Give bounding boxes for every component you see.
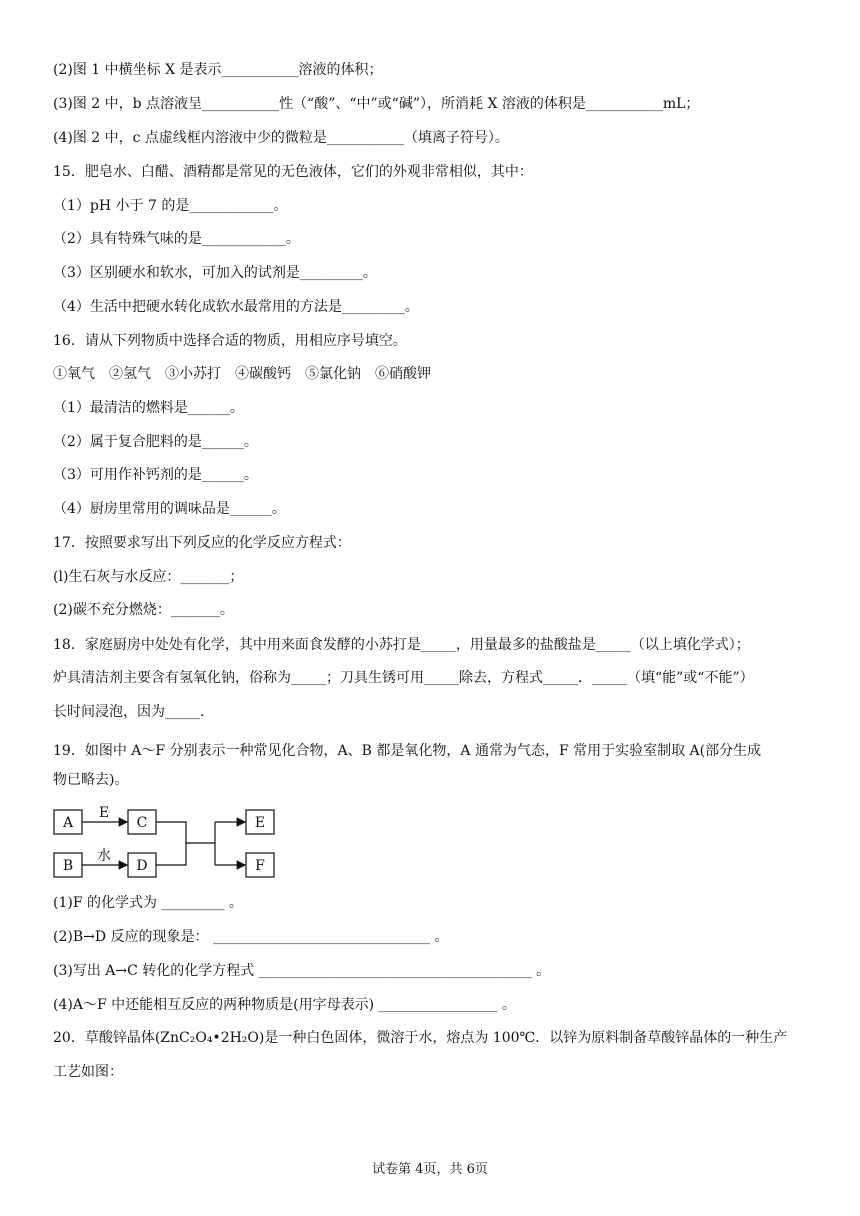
question-19-stem-line-2: 物已略去)。 <box>53 772 129 788</box>
box-f-label: F <box>255 858 265 874</box>
box-c-label: C <box>136 815 148 831</box>
question-16-stem: 16．请从下列物质中选择合适的物质，用相应序号填空。 <box>53 333 407 349</box>
question-15-part-2: （2）具有特殊气味的是____________。 <box>53 231 300 247</box>
box-e-label: E <box>254 815 266 831</box>
box-b-label: B <box>62 858 74 874</box>
box-d-label: D <box>136 858 148 874</box>
question-18-line-2: 炉具清洁剂主要含有氢氧化钠，俗称为_____；刀具生锈可用_____除去，方程式_____．_____（填“能”或“不能”） <box>53 670 754 686</box>
question-17-stem: 17．按照要求写出下列反应的化学反应方程式： <box>53 535 351 551</box>
question-17-part-1: (l)生石灰与水反应：_______； <box>53 569 244 585</box>
question-16-part-1: （1）最清洁的燃料是______。 <box>53 400 244 416</box>
question-19-part-2: (2)B→D 反应的现象是： _______________________________ 。 <box>53 929 449 945</box>
question-18-line-1: 18．家庭厨房中处处有化学，其中用来面食发酵的小苏打是_____，用量最多的盐酸盐是_____（以上填化学式）； <box>53 637 750 653</box>
flow-diagram <box>53 805 283 885</box>
question-16-part-3: （3）可用作补钙剂的是______。 <box>53 467 258 483</box>
arrow-b-to-d-label: 水 <box>97 848 111 864</box>
question-19-stem-line-1: 19．如图中 A～F 分别表示一种常见化合物，A、B 都是氧化物，A 通常为气态，F 常用于实验室制取 A(部分生成 <box>53 743 762 759</box>
question-14-part-3: (3)图 2 中，b 点溶液呈___________性（“酸”、“中”或“碱”），所消耗 X 溶液的体积是___________mL； <box>53 96 700 112</box>
question-14-part-2: (2)图 1 中横坐标 X 是表示___________溶液的体积； <box>53 62 383 78</box>
question-19-part-3: (3)写出 A→C 转化的化学方程式 _______________________________________ 。 <box>53 963 551 979</box>
arrow-a-to-c-label: E <box>98 805 110 821</box>
question-15-stem: 15．肥皂水、白醋、酒精都是常见的无色液体，它们的外观非常相似，其中： <box>53 164 533 180</box>
connector-c-d <box>156 822 186 865</box>
question-18-line-3: 长时间浸泡，因为_____． <box>53 704 214 720</box>
page-footer: 试卷第 4页，共 6页 <box>372 1162 488 1177</box>
question-20-stem-line-1: 20．草酸锌晶体(ZnC₂O₄•2H₂O)是一种白色固体，微溶于水，熔点为 100℃．以锌为原料制备草酸锌晶体的一种生产 <box>53 1030 788 1046</box>
box-a-label: A <box>62 815 74 831</box>
question-19-part-1: (1)F 的化学式为 _________ 。 <box>53 895 243 911</box>
question-14-part-4: (4)图 2 中，c 点虚线框内溶液中少的微粒是___________（填离子符号）。 <box>53 130 509 146</box>
question-19-part-4: (4)A～F 中还能相互反应的两种物质是(用字母表示) _________________ 。 <box>53 997 516 1013</box>
question-15-part-4: （4）生活中把硬水转化成软水最常用的方法是_________。 <box>53 299 419 315</box>
question-16-part-4: （4）厨房里常用的调味品是______。 <box>53 501 286 517</box>
question-15-part-1: （1）pH 小于 7 的是____________。 <box>53 198 288 214</box>
question-16-part-2: （2）属于复合肥料的是______。 <box>53 434 258 450</box>
question-16-options: ①氧气 ②氢气 ③小苏打 ④碳酸钙 ⑤氯化钠 ⑥硝酸钾 <box>53 366 431 382</box>
question-20-stem-line-2: 工艺如图： <box>53 1064 123 1080</box>
question-15-part-3: （3）区别硬水和软水，可加入的试剂是_________。 <box>53 265 377 281</box>
question-17-part-2: (2)碳不充分燃烧：_______。 <box>53 602 234 618</box>
